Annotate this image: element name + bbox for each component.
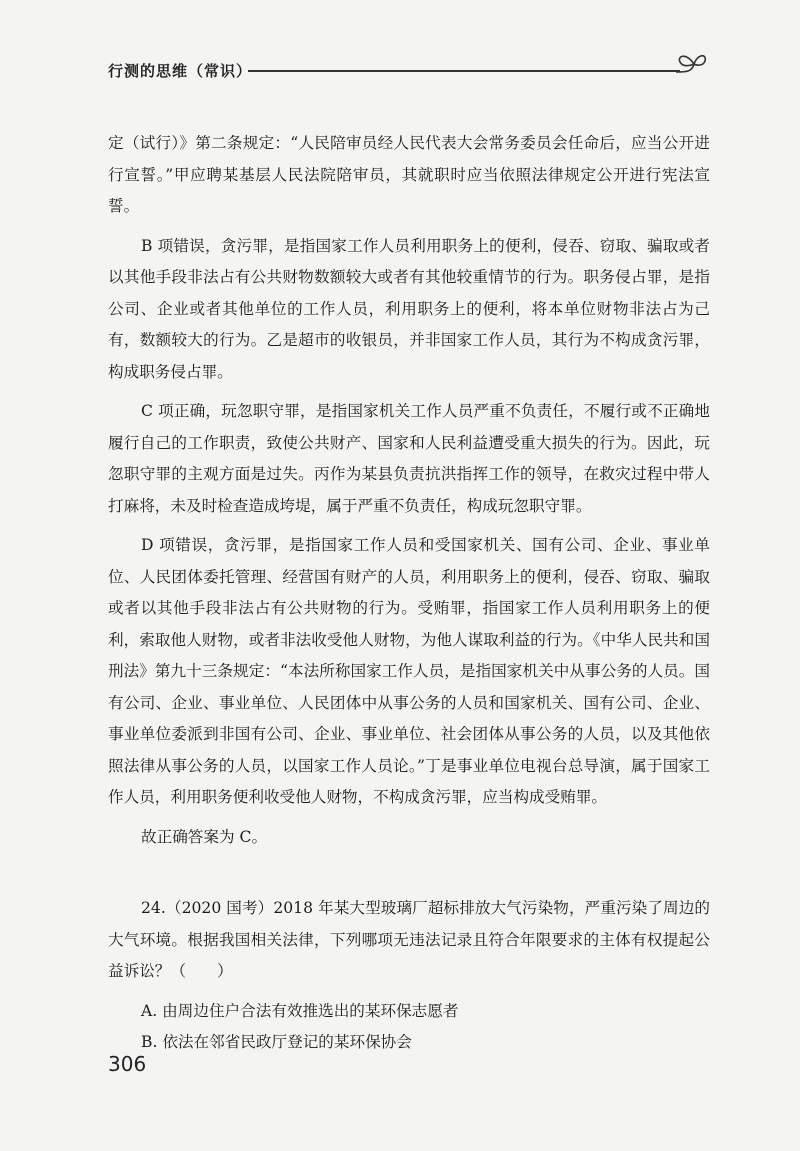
header-title: 行测的思维（常识） [108,62,253,80]
page-body [108,128,710,1059]
header-rule [248,70,680,72]
running-header [108,58,708,88]
answer-line: 故正确答案为 C。 [141,827,268,846]
question-stem: 24.（2020 国考）2018 年某大型玻璃厂超标排放大气污染物，严重污染了周边的大气环境。根据我国相关法律，下列哪项无违法记录且符合年限要求的主体有权提起公益诉讼？（ ） [108,899,710,980]
sprout-icon [674,50,708,78]
option-a: A. 由周边住户合法有效推选出的某环保志愿者 [141,1001,459,1020]
page-number: 306 [108,1052,147,1076]
option-b: B. 依法在邻省民政厅登记的某环保协会 [141,1033,412,1051]
paragraph-option-d: D 项错误，贪污罪，是指国家工作人员和受国家机关、国有公司、企业、事业单位、人民团体委托管理、经营国有财产的人员，利用职务上的便利，侵吞、窃取、骗取或者以其他手段非法占有公共财物的行为。受贿罪，指国家工作人员利用职务上的便利，索取他人财物，或者非法收受他人财物，为他人谋取利益的行为。《中华人民共和国刑法》第九十三条规定：“本法所称国家工作人员，是指国家机关中从事公务的人员。国有公司、企业、事业单位、人民团体中从事公务的人员和国家机关、国有公司、企业、事业单位委派到非国有公司、企业、事业单位、社会团体从事公务的人员，以及其他依照法律从事公务的人员，以国家工作人员论。”丁是事业单位电视台总导演，属于国家工作人员，利用职务便利收受他人财物，不构成贪污罪，应当构成受贿罪。 [108,536,710,806]
paragraph-option-c: C 项正确，玩忽职守罪，是指国家机关工作人员严重不负责任，不履行或不正确地履行自己的工作职责，致使公共财产、国家和人民利益遭受重大损失的行为。因此，玩忽职守罪的主观方面是过失。丙作为某县负责抗洪指挥工作的领导，在救灾过程中带人打麻将，未及时检查造成垮堤，属于严重不负责任，构成玩忽职守罪。 [108,402,710,515]
paragraph-option-b: B 项错误，贪污罪，是指国家工作人员利用职务上的便利，侵吞、窃取、骗取或者以其他手段非法占有公共财物数额较大或者有其他较重情节的行为。职务侵占罪，是指公司、企业或者其他单位的工作人员，利用职务上的便利，将本单位财物非法占为己有，数额较大的行为。乙是超市的收银员，并非国家工作人员，其行为不构成贪污罪，构成职务侵占罪。 [108,236,710,381]
paragraph-a-continued: 定（试行）》第二条规定：“人民陪审员经人民代表大会常务委员会任命后，应当公开进行宣誓。”甲应聘某基层人民法院陪审员，其就职时应当依照法律规定公开进行宪法宣誓。 [108,134,710,215]
